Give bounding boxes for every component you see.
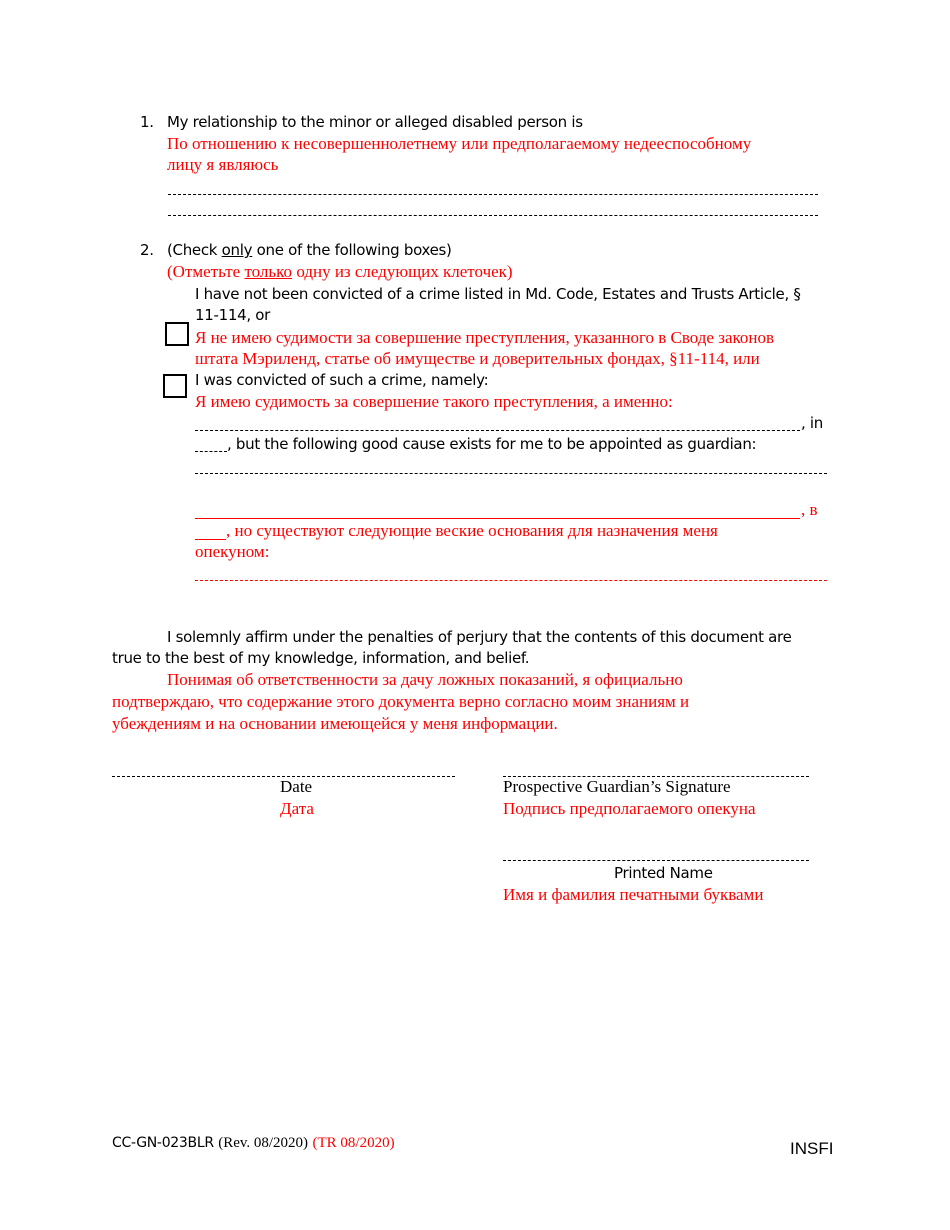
relationship-answer-line-1[interactable] [168, 194, 818, 195]
option2-text-en: I was convicted of such a crime, namely: [195, 371, 489, 389]
item1-number: 1. [140, 113, 154, 131]
good-cause-line-ru[interactable] [195, 580, 827, 581]
item2-number: 2. [140, 241, 154, 259]
affirmation-en-line2: true to the best of my knowledge, information, and belief. [112, 649, 530, 667]
affirmation-en-line1: I solemnly affirm under the penalties of perjury that the contents of this document are [167, 628, 792, 646]
option1-text-en-line2: 11-114, or [195, 306, 271, 324]
printed-name-line[interactable] [503, 860, 809, 861]
option1-text-ru-line2: штата Мэриленд, статье об имуществе и доверительных фондах, §11-114, или [195, 349, 760, 368]
affirmation-ru-line1: Понимая об ответственности за дачу ложных показаний, я официально [167, 670, 683, 689]
item2-instruction-en: (Check only one of the following boxes) [167, 241, 452, 259]
option2-text-ru: Я имею судимость за совершение такого преступления, а именно: [195, 392, 673, 411]
in-label-ru: , в [801, 500, 818, 519]
good-cause-line-en[interactable] [195, 473, 827, 474]
footer-form-id [112, 1135, 395, 1152]
printed-name-label-ru: Имя и фамилия печатными буквами [503, 885, 764, 904]
good-cause-text-en: , but the following good cause exists for me to be appointed as guardian: [227, 435, 757, 453]
affirmation-ru-line3: убеждениям и на основании имеющейся у меня информации. [112, 714, 558, 733]
good-cause-text-ru-line2: опекуном: [195, 542, 270, 561]
item2-instruction-ru: (Отметьте только одну из следующих клеточек) [167, 262, 513, 281]
not-convicted-checkbox[interactable] [165, 322, 189, 346]
convicted-checkbox[interactable] [163, 374, 187, 398]
crime-name-line[interactable] [195, 430, 800, 431]
affirmation-ru-line2: подтверждаю, что содержание этого документа верно согласно моим знаниям и [112, 692, 690, 711]
crime-name-line-ru[interactable] [195, 518, 800, 519]
conviction-place-line[interactable] [195, 451, 227, 452]
signature-label-en: Prospective Guardian’s Signature [503, 777, 731, 796]
date-label-en: Date [280, 777, 313, 796]
footer-code: INSFI [790, 1139, 834, 1158]
in-label-en: , in [801, 414, 824, 432]
relationship-answer-line-2[interactable] [168, 215, 818, 216]
translation-revision: (TR 08/2020) [312, 1135, 395, 1151]
printed-name-label-en: Printed Name [614, 864, 713, 882]
option1-text-ru-line1: Я не имею судимости за совершение преступления, указанного в Своде законов [195, 328, 775, 347]
signature-label-ru: Подпись предполагаемого опекуна [503, 799, 756, 818]
form-number: CC-GN-023BLR [112, 1135, 214, 1151]
form-revision: (Rev. 08/2020) [218, 1135, 309, 1151]
item1-label-en: My relationship to the minor or alleged disabled person is [167, 113, 583, 131]
option1-text-en-line1: I have not been convicted of a crime listed in Md. Code, Estates and Trusts Article, § [195, 285, 801, 303]
item1-label-ru-line2: лицу я являюсь [167, 155, 279, 174]
date-label-ru: Дата [280, 799, 314, 818]
item1-label-ru-line1: По отношению к несовершеннолетнему или предполагаемому недееспособному [167, 134, 752, 153]
conviction-place-line-ru[interactable] [195, 539, 226, 540]
good-cause-text-ru-line1: , но существуют следующие веские основания для назначения меня [226, 521, 718, 540]
